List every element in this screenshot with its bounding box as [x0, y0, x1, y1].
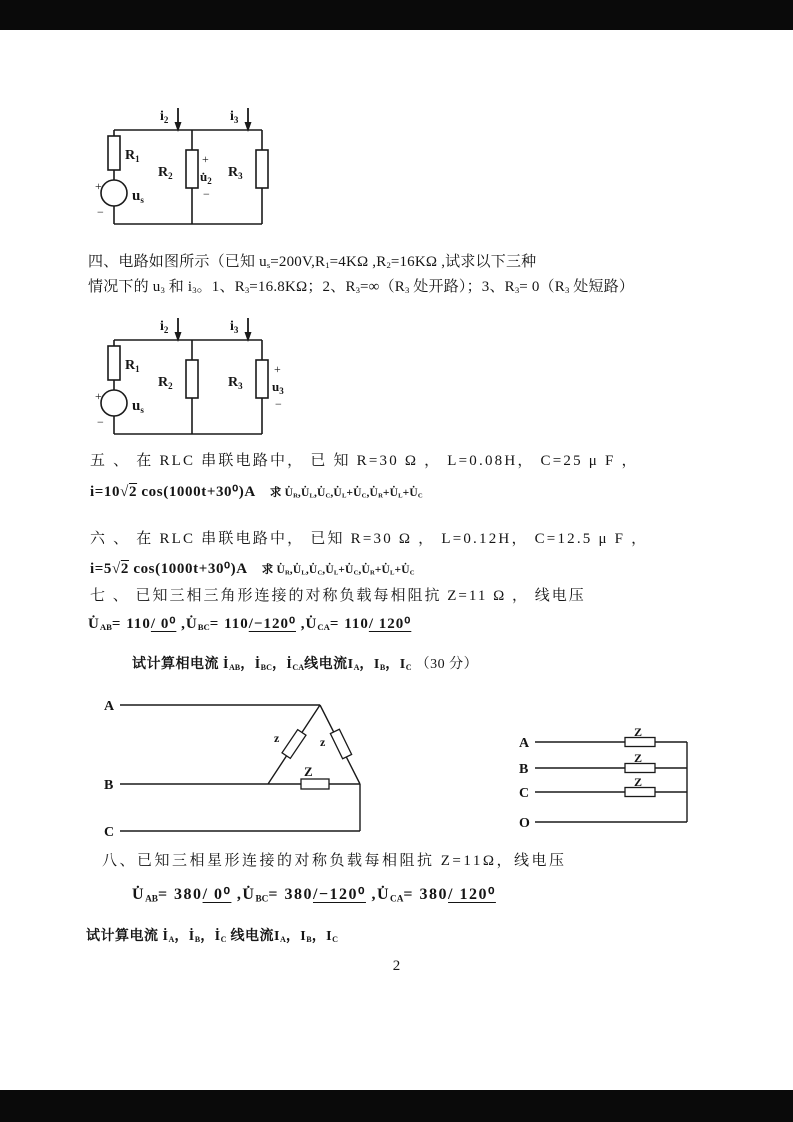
source-minus-sign: −	[97, 205, 104, 219]
page-number: 2	[392, 958, 401, 974]
question-8-line-1: 八、已知三相星形连接的对称负载每相阻抗 Z=11Ω，线电压	[102, 853, 567, 869]
question-6-equation: i=5√2 cos(1000t+30⁰)A	[90, 561, 248, 577]
label-i3: $i_3$	[230, 109, 239, 125]
impedance-box-bottom	[301, 779, 329, 789]
question-5-ask: 求 U̇R,U̇L,U̇C,U̇L+U̇C,U̇R+U̇L+U̇C	[269, 487, 423, 500]
question-4-line-2: 情况下的 u3 和 i3。1、R3=16.8KΩ；2、R3=∞（R3 处开路）；3、R3= 0（R3 处短路）	[88, 279, 635, 296]
resistor-r1-box	[108, 136, 120, 170]
delta-impedance-boxes	[282, 729, 352, 789]
voltage-source-icon	[101, 390, 127, 416]
source-minus-sign: −	[97, 415, 104, 429]
resistor-r2-box	[186, 150, 198, 188]
u3-minus-sign: −	[275, 397, 282, 411]
circuit-diagram-2	[92, 312, 307, 447]
question-6-equation-row	[90, 559, 415, 579]
impedance-box-left	[282, 730, 306, 759]
label-r3: $R_3$	[228, 165, 243, 181]
wye-wires	[535, 742, 687, 822]
label-us: $u_s$	[132, 398, 144, 415]
label-phase-a: A	[519, 736, 530, 751]
label-u2: $u̇_2$	[200, 169, 212, 186]
label-z-b: Z	[634, 751, 643, 765]
resistor-r2-box	[186, 360, 198, 398]
label-r2: $R_2$	[158, 165, 173, 181]
label-i3: $i_3$	[230, 319, 239, 335]
question-5-equation-row	[90, 482, 423, 502]
wye-connection-diagram	[515, 726, 700, 834]
label-us: $u_s$	[132, 188, 144, 205]
exam-document-page	[0, 30, 793, 1090]
source-plus-sign: +	[95, 389, 102, 403]
resistor-r3-box	[256, 150, 268, 188]
question-5-line-1: 五 、 在 RLC 串联电路中， 已 知 R=30 Ω ， L=0.08H， C=25 μ F ，	[90, 453, 639, 469]
question-7-line-1: 七 、 已知三相三角形连接的对称负载每相阻抗 Z=11 Ω ， 线电压	[90, 588, 586, 604]
label-neutral-o: O	[519, 816, 530, 831]
delta-wires	[120, 705, 360, 831]
label-phase-c: C	[104, 825, 115, 840]
u3-plus-sign: +	[274, 362, 281, 376]
question-7-phasors: U̇AB= 110/ 0⁰ ,U̇BC= 110/−120⁰ ,U̇CA= 110/ 120⁰	[88, 616, 412, 633]
label-phase-b: B	[519, 762, 529, 777]
question-6-line-1: 六 、 在 RLC 串联电路中， 已知 R=30 Ω ， L=0.12H， C=12.5 μ F ，	[90, 531, 649, 547]
question-6-ask: 求 U̇R,U̇L,U̇C,U̇L+U̇C,U̇R+U̇L+U̇C	[261, 564, 415, 577]
question-5-equation: i=10√2 cos(1000t+30⁰)A	[90, 484, 256, 500]
impedance-box-right	[330, 729, 351, 759]
label-r1: $R_1$	[125, 358, 140, 374]
label-z-left: z	[274, 731, 280, 745]
label-u3: $u_3$	[272, 379, 284, 396]
label-z-right: z	[320, 735, 326, 749]
question-8-ask: 试计算电流 İA，İB，İC 线电流IA，IB，IC	[86, 929, 338, 945]
label-z-c: Z	[634, 775, 643, 789]
delta-connection-diagram	[98, 692, 378, 844]
question-7-ask: 试计算相电流 İAB，İBC，İCA线电流IA，IB，IC （30 分）	[132, 657, 479, 673]
resistor-r1-box	[108, 346, 120, 380]
label-phase-b: B	[104, 778, 114, 793]
label-z-bottom: Z	[304, 764, 313, 779]
question-8-phasors: U̇AB= 380/ 0⁰ ,U̇BC= 380/−120⁰ ,U̇CA= 380/ 120⁰	[132, 886, 496, 905]
source-plus-sign: +	[95, 179, 102, 193]
label-r1: $R_1$	[125, 148, 140, 164]
label-i2: $i_2$	[160, 109, 169, 125]
label-r2: $R_2$	[158, 375, 173, 391]
circuit-diagram-1	[92, 102, 292, 237]
label-i2: $i_2$	[160, 319, 169, 335]
voltage-source-icon	[101, 180, 127, 206]
label-z-a: Z	[634, 726, 643, 739]
u2-plus-sign: +	[202, 152, 209, 166]
u2-minus-sign: −	[203, 187, 210, 201]
label-r3: $R_3$	[228, 375, 243, 391]
resistor-r3-box	[256, 360, 268, 398]
question-4-line-1: 四、电路如图所示（已知 us=200V,R1=4KΩ ,R2=16KΩ ,试求以下三种	[88, 254, 537, 271]
label-phase-c: C	[519, 786, 530, 801]
label-phase-a: A	[104, 699, 115, 714]
